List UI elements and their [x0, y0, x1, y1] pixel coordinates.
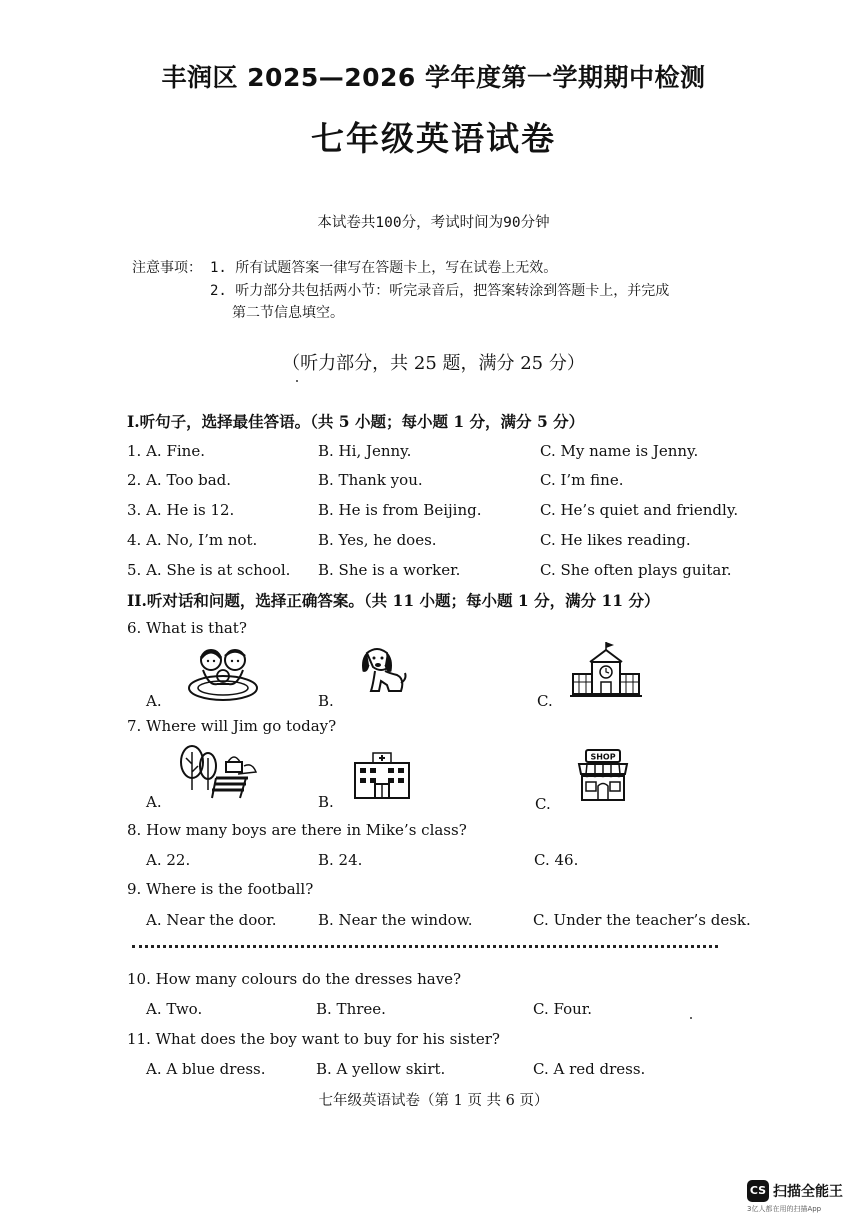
q10-option-b: B. Three.	[316, 1000, 386, 1018]
q9-option-b: B. Near the window.	[318, 911, 473, 929]
q11-question: 11. What does the boy want to buy for his sister?	[127, 1030, 500, 1048]
section1-title: I.听句子，选择最佳答语。（共 5 小题；每小题 1 分，满分 5 分）	[127, 412, 585, 431]
hospital-icon	[353, 752, 411, 800]
listening-part-title: （听力部分，共 25 题，满分 25 分）	[282, 353, 585, 374]
park-icon	[178, 744, 260, 800]
shop-sign-text: SHOP	[590, 752, 616, 762]
q10-option-c: C. Four.	[533, 1000, 593, 1018]
q4-option-c: C. He likes reading.	[540, 531, 691, 549]
q2-option-b: B. Thank you.	[318, 471, 423, 489]
q6-label-b: B.	[318, 692, 334, 710]
q8-option-a: A. 22.	[146, 851, 191, 869]
q11-option-c: C. A red dress.	[533, 1060, 646, 1078]
q7-label-c: C.	[535, 795, 551, 813]
scan-speck	[296, 380, 298, 382]
q9-question: 9. Where is the football?	[127, 880, 314, 898]
q2-option-a: 2. A. Too bad.	[127, 471, 232, 489]
scanner-watermark	[747, 1180, 852, 1214]
q10-option-a: A. Two.	[146, 1000, 203, 1018]
q5-option-b: B. She is a worker.	[318, 561, 461, 579]
q7-question: 7. Where will Jim go today?	[127, 717, 337, 735]
scanner-app-name: 扫描全能王	[773, 1184, 843, 1200]
q2-option-c: C. I’m fine.	[540, 471, 624, 489]
notice-item-2: 2. 听力部分共包括两小节：听完录音后，把答案转涂到答题卡上，并完成	[210, 283, 670, 299]
q9-option-a: A. Near the door.	[146, 911, 277, 929]
q1-option-c: C. My name is Jenny.	[540, 442, 699, 460]
q5-option-c: C. She often plays guitar.	[540, 561, 732, 579]
scanner-logo-icon: CS	[747, 1180, 769, 1202]
q4-option-a: 4. A. No, I’m not.	[127, 531, 258, 549]
q10-question: 10. How many colours do the dresses have?	[127, 970, 462, 988]
section2-title: II.听对话和问题，选择正确答案。（共 11 小题；每小题 1 分，满分 11 分）	[127, 591, 660, 610]
q3-option-c: C. He’s quiet and friendly.	[540, 501, 739, 519]
q3-option-b: B. He is from Beijing.	[318, 501, 482, 519]
q7-label-a: A.	[146, 793, 162, 811]
notice-label: 注意事项：	[132, 260, 202, 276]
q11-option-b: B. A yellow skirt.	[316, 1060, 446, 1078]
notice-item-2-cont: 第二节信息填空。	[232, 305, 344, 321]
exam-subtitle: 七年级英语试卷	[311, 119, 556, 158]
q6-question: 6. What is that?	[127, 619, 247, 637]
q8-option-c: C. 46.	[534, 851, 579, 869]
scanner-tagline: 3亿人都在用的扫描App	[747, 1205, 822, 1213]
dog-icon	[357, 645, 409, 697]
q1-option-b: B. Hi, Jenny.	[318, 442, 412, 460]
school-building-icon	[570, 640, 642, 700]
q5-option-a: 5. A. She is at school.	[127, 561, 291, 579]
q11-option-a: A. A blue dress.	[146, 1060, 266, 1078]
exam-info: 本试卷共100分，考试时间为90分钟	[317, 215, 550, 231]
dotted-separator	[132, 945, 718, 948]
page-footer: 七年级英语试卷（第 1 页 共 6 页）	[318, 1093, 549, 1109]
q8-question: 8. How many boys are there in Mike’s class?	[127, 821, 467, 839]
q3-option-a: 3. A. He is 12.	[127, 501, 235, 519]
q7-label-b: B.	[318, 793, 334, 811]
q8-option-b: B. 24.	[318, 851, 363, 869]
scan-speck	[690, 1017, 692, 1019]
q1-option-a: 1. A. Fine.	[127, 442, 205, 460]
q6-label-a: A.	[146, 692, 162, 710]
q6-label-c: C.	[537, 692, 553, 710]
q9-option-c: C. Under the teacher’s desk.	[533, 911, 751, 929]
notice-item-1: 1. 所有试题答案一律写在答题卡上，写在试卷上无效。	[210, 260, 558, 276]
family-picture-icon	[185, 646, 261, 702]
shop-icon	[576, 748, 630, 802]
q4-option-b: B. Yes, he does.	[318, 531, 437, 549]
exam-title: 丰润区 2025—2026 学年度第一学期期中检测	[161, 63, 706, 92]
